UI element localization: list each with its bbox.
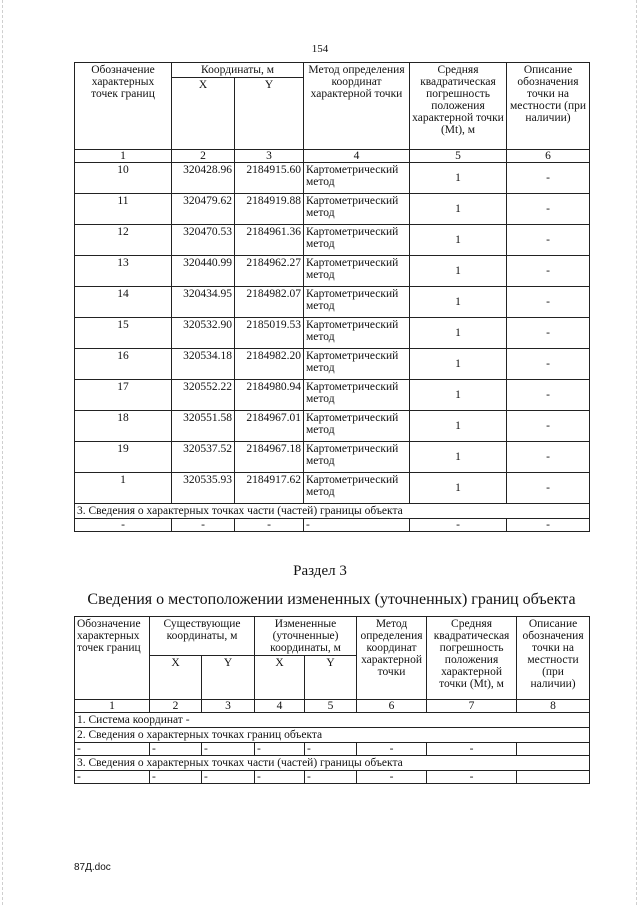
point-description: - [507, 256, 590, 287]
column-numbers-row [75, 700, 590, 713]
dash-cell: - [202, 743, 255, 756]
mt-value: 1 [410, 225, 507, 256]
header-description: Описание обозначения точки на местности (при наличии) [517, 617, 590, 700]
point-description: - [507, 380, 590, 411]
dash-cell: - [172, 519, 235, 532]
header-error: Средняя квадратическая погрешность положения характерной точки (Mt), м [427, 617, 517, 700]
coord-x: 320428.96 [172, 163, 235, 194]
method: Картометрический метод [304, 287, 410, 318]
dash-cell: - [75, 519, 172, 532]
mt-value: 1 [410, 349, 507, 380]
coord-x: 320470.53 [172, 225, 235, 256]
method: Картометрический метод [304, 194, 410, 225]
coord-y: 2184961.36 [235, 225, 304, 256]
table-row [75, 194, 590, 225]
header-x: X [150, 656, 202, 700]
coord-x: 320552.22 [172, 380, 235, 411]
coord-y: 2184919.88 [235, 194, 304, 225]
parts-heading: 3. Сведения о характерных точках части (частей) границы объекта [75, 756, 590, 771]
point-description: - [507, 349, 590, 380]
table-row [75, 473, 590, 504]
coord-x: 320479.62 [172, 194, 235, 225]
dash-cell [517, 771, 590, 784]
file-name-footer: 87Д.doc [74, 862, 111, 873]
table-row [75, 380, 590, 411]
column-number: 5 [410, 150, 507, 163]
point-id: 17 [75, 380, 172, 411]
dash-row [75, 743, 590, 756]
point-description: - [507, 225, 590, 256]
coord-y: 2184967.01 [235, 411, 304, 442]
point-description: - [507, 163, 590, 194]
mt-value: 1 [410, 473, 507, 504]
dash-cell: - [150, 771, 202, 784]
section-row [75, 728, 590, 743]
column-number: 2 [150, 700, 202, 713]
table-row [75, 163, 590, 194]
dash-cell: - [427, 743, 517, 756]
header-y: Y [202, 656, 255, 700]
column-number: 1 [75, 150, 172, 163]
coord-y: 2184915.60 [235, 163, 304, 194]
changed-boundaries-table [74, 616, 590, 784]
dash-cell: - [304, 519, 410, 532]
parts-heading: 3. Сведения о характерных точках части (частей) границы объекта [75, 504, 590, 519]
mt-value: 1 [410, 411, 507, 442]
header-designation: Обозначение характерных точек границ [75, 617, 150, 700]
boundary-points-table [74, 62, 590, 532]
header-y: Y [305, 656, 357, 700]
section-row [75, 756, 590, 771]
dash-cell: - [75, 743, 150, 756]
coord-x: 320434.95 [172, 287, 235, 318]
mt-value: 1 [410, 163, 507, 194]
section-subtitle: Сведения о местоположении измененных (уточненных) границ объекта [87, 591, 576, 608]
point-id: 12 [75, 225, 172, 256]
dash-row [75, 519, 590, 532]
table-row [75, 349, 590, 380]
point-id: 16 [75, 349, 172, 380]
dash-cell: - [507, 519, 590, 532]
mt-value: 1 [410, 256, 507, 287]
point-id: 14 [75, 287, 172, 318]
header-description: Описание обозначения точки на местности (при наличии) [507, 63, 590, 150]
coord-y: 2184982.20 [235, 349, 304, 380]
table-row [75, 256, 590, 287]
header-y: Y [235, 78, 304, 150]
header-changed-coords: Измененные (уточненные) координаты, м [255, 617, 357, 656]
column-number: 1 [75, 700, 150, 713]
method: Картометрический метод [304, 380, 410, 411]
column-number: 8 [517, 700, 590, 713]
section-row [75, 504, 590, 519]
dash-cell: - [410, 519, 507, 532]
dash-cell: - [357, 743, 427, 756]
dash-cell: - [75, 771, 150, 784]
method: Картометрический метод [304, 442, 410, 473]
column-number: 2 [172, 150, 235, 163]
table-row [75, 225, 590, 256]
point-description: - [507, 473, 590, 504]
coord-x: 320440.99 [172, 256, 235, 287]
dash-cell [517, 743, 590, 756]
dash-cell: - [427, 771, 517, 784]
coord-x: 320551.58 [172, 411, 235, 442]
method: Картометрический метод [304, 349, 410, 380]
column-number: 4 [304, 150, 410, 163]
point-id: 10 [75, 163, 172, 194]
point-id: 19 [75, 442, 172, 473]
point-description: - [507, 411, 590, 442]
coord-y: 2184962.27 [235, 256, 304, 287]
dash-cell: - [255, 771, 305, 784]
point-id: 13 [75, 256, 172, 287]
method: Картометрический метод [304, 256, 410, 287]
point-description: - [507, 287, 590, 318]
header-method: Метод определения координат характерной точки [304, 63, 410, 150]
table-row [75, 411, 590, 442]
coord-y: 2184967.18 [235, 442, 304, 473]
mt-value: 1 [410, 380, 507, 411]
header-x: X [255, 656, 305, 700]
coord-y: 2185019.53 [235, 318, 304, 349]
point-id: 11 [75, 194, 172, 225]
table-row [75, 442, 590, 473]
column-number: 6 [507, 150, 590, 163]
point-description: - [507, 442, 590, 473]
table-row [75, 287, 590, 318]
column-number: 7 [427, 700, 517, 713]
mt-value: 1 [410, 442, 507, 473]
column-number: 3 [235, 150, 304, 163]
header-designation: Обозначение характерных точек границ [75, 63, 172, 150]
dash-cell: - [255, 743, 305, 756]
coord-y: 2184917.62 [235, 473, 304, 504]
mt-value: 1 [410, 287, 507, 318]
method: Картометрический метод [304, 318, 410, 349]
coord-x: 320534.18 [172, 349, 235, 380]
point-id: 1 [75, 473, 172, 504]
dash-cell: - [202, 771, 255, 784]
table-row [75, 318, 590, 349]
coord-x: 320537.52 [172, 442, 235, 473]
header-error: Средняя квадратическая погрешность положения характерной точки (Mt), м [410, 63, 507, 150]
page-edge-line-left [2, 0, 3, 905]
method: Картометрический метод [304, 473, 410, 504]
points-heading: 2. Сведения о характерных точках границ объекта [75, 728, 590, 743]
column-numbers-row [75, 150, 590, 163]
method: Картометрический метод [304, 225, 410, 256]
page-edge-line-right [636, 0, 637, 905]
header-method: Метод определения координат характерной точки [357, 617, 427, 700]
column-number: 4 [255, 700, 305, 713]
method: Картометрический метод [304, 411, 410, 442]
column-number: 5 [305, 700, 357, 713]
point-id: 18 [75, 411, 172, 442]
header-existing-coords: Существующие координаты, м [150, 617, 255, 656]
method: Картометрический метод [304, 163, 410, 194]
dash-cell: - [305, 771, 357, 784]
dash-cell: - [305, 743, 357, 756]
dash-cell: - [235, 519, 304, 532]
point-description: - [507, 194, 590, 225]
section-row [75, 713, 590, 728]
column-number: 3 [202, 700, 255, 713]
mt-value: 1 [410, 194, 507, 225]
dash-cell: - [357, 771, 427, 784]
point-id: 15 [75, 318, 172, 349]
coord-system-row: 1. Система координат - [75, 713, 590, 728]
column-number: 6 [357, 700, 427, 713]
dash-row [75, 771, 590, 784]
coord-x: 320535.93 [172, 473, 235, 504]
coord-y: 2184982.07 [235, 287, 304, 318]
header-coordinates: Координаты, м [172, 63, 304, 78]
coord-x: 320532.90 [172, 318, 235, 349]
section-title: Раздел 3 [293, 563, 347, 579]
page-number: 154 [311, 43, 329, 55]
coord-y: 2184980.94 [235, 380, 304, 411]
mt-value: 1 [410, 318, 507, 349]
point-description: - [507, 318, 590, 349]
dash-cell: - [150, 743, 202, 756]
header-x: X [172, 78, 235, 150]
